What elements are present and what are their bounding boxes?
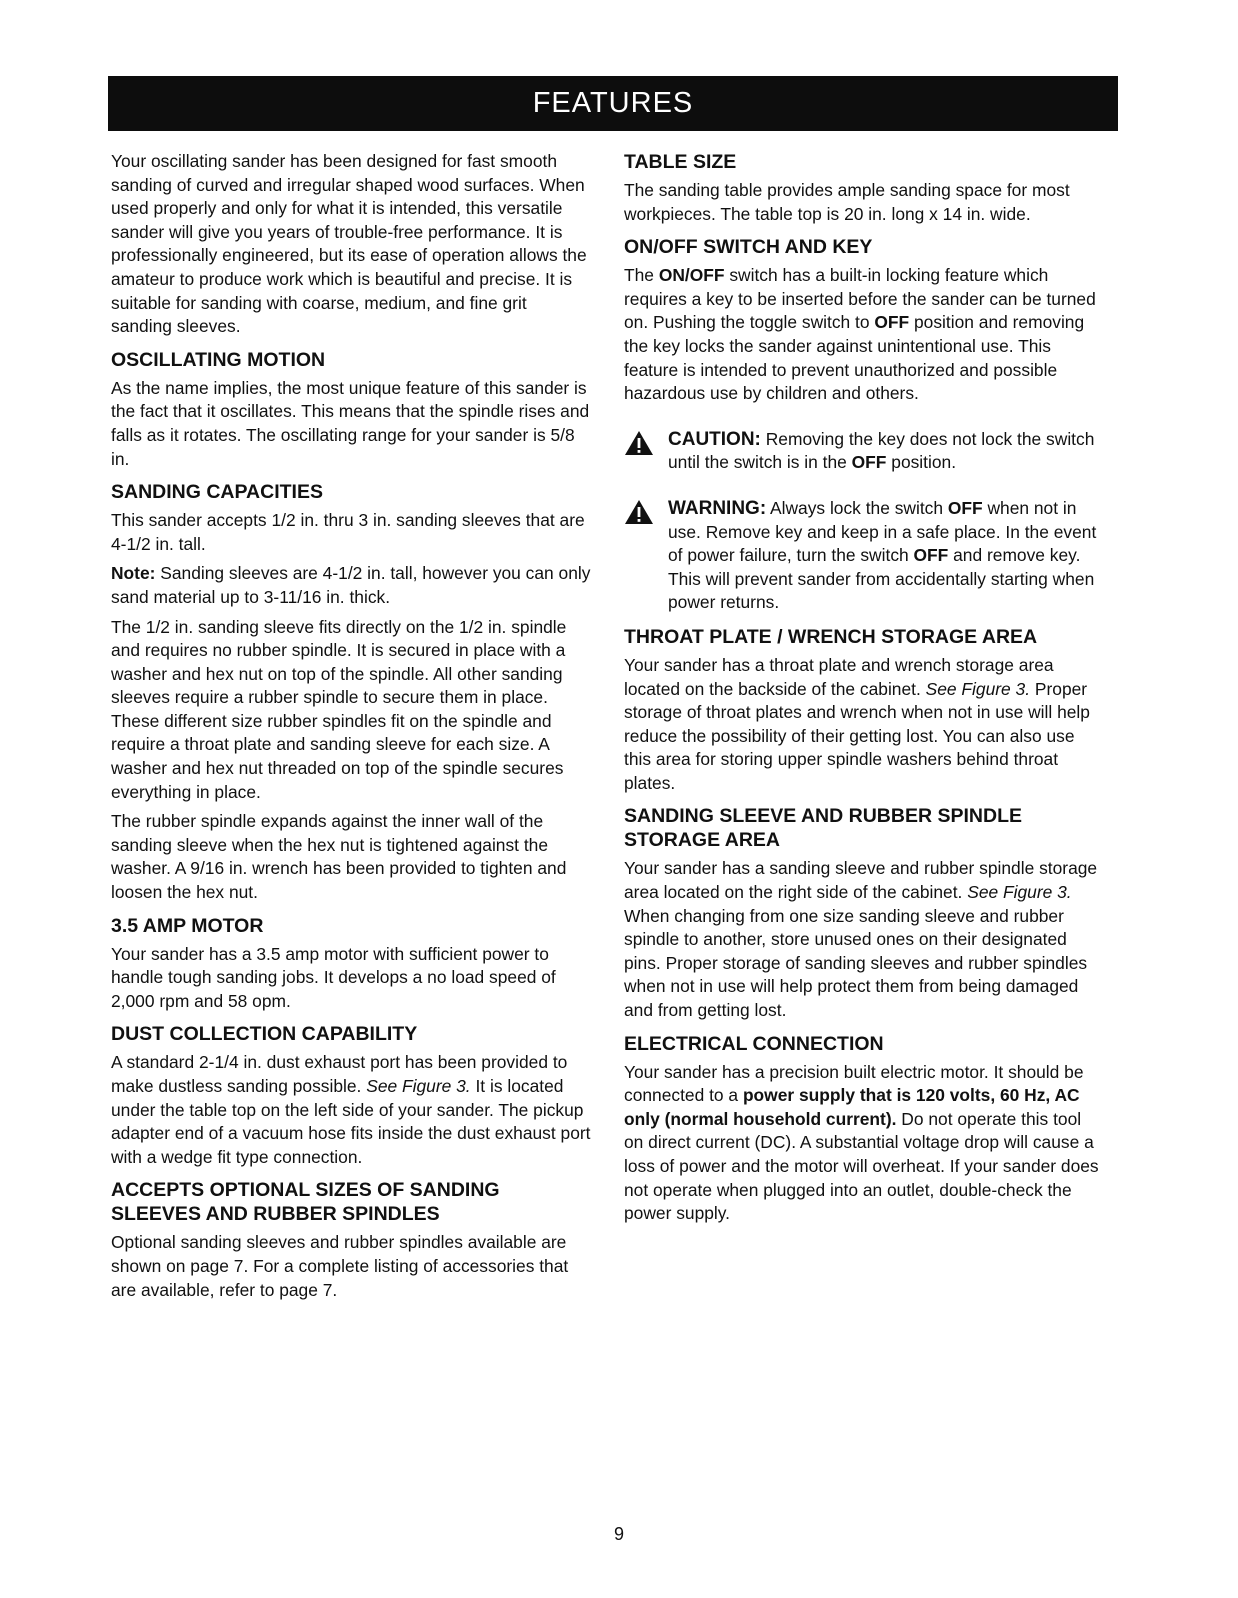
- note-text: Sanding sleeves are 4-1/2 in. tall, however you can only sand material up to 3-11/16 in. thick.: [111, 563, 591, 607]
- electrical-heading: ELECTRICAL CONNECTION: [624, 1032, 884, 1055]
- warning-triangle-icon: [624, 430, 654, 456]
- warning-label: WARNING:: [668, 497, 767, 519]
- throat-text-a: Your sander has a throat plate and wrench storage area located on the backside of the cabinet.: [624, 654, 1054, 699]
- switch-text-2: switch has a built-in locking feature which requires a key to be inserted before the sander can be turned on. Pushing the toggle switch to: [624, 265, 1096, 333]
- sleeve-text-b: When changing from one size sanding sleeve and rubber spindle to another, store unused ones on their designated pins. Proper storage of sanding sleeves and rubber spindles when not in use will help protect them from being damaged and from getting lost.: [624, 905, 1088, 1021]
- caution-off: OFF: [851, 452, 887, 473]
- sanding-capacities-heading: SANDING CAPACITIES: [111, 481, 323, 504]
- switch-text-3: position and removing the key locks the sander against unintentional use. This feature is intended to prevent unauthorized and possible hazardous use by children and others.: [624, 312, 1085, 404]
- right-column: [624, 150, 1104, 1232]
- motor-text: Your sander has a 3.5 amp motor with sufficient power to handle tough sanding jobs. It develops a no load speed of 2,000 rpm and 58 opm.: [111, 943, 556, 1011]
- oscillating-motion-heading: OSCILLATING MOTION: [111, 348, 326, 371]
- dust-collection-text: [111, 1051, 591, 1169]
- page-number: 9: [613, 1524, 624, 1544]
- warning-triangle-icon: [624, 499, 654, 525]
- optional-sizes-heading: ACCEPTS OPTIONAL SIZES OF SANDING SLEEVES AND RUBBER SPINDLES: [111, 1179, 500, 1226]
- oscillating-motion-text: As the name implies, the most unique feature of this sander is the fact that it oscillates. This means that the spindle rises and falls as it rotates. The oscillating range for your sander is 5/8 in.: [111, 377, 590, 469]
- sleeve-storage-heading: SANDING SLEEVE AND RUBBER SPINDLE STORAGE AREA: [624, 805, 1022, 852]
- sleeve-text-a: Your sander has a sanding sleeve and rubber spindle storage area located on the right side of the cabinet.: [624, 858, 1098, 903]
- warning-off-1: OFF: [947, 497, 983, 518]
- dust-figure-ref: See Figure 3.: [366, 1076, 471, 1096]
- warning-text-2: when not in use. Remove key and keep in a safe place. In the event of power failure, turn the switch: [668, 497, 1097, 566]
- caution-notice: [624, 428, 1104, 475]
- caution-text-2: position.: [886, 452, 957, 473]
- optional-sizes-text: Optional sanding sleeves and rubber spindles available are shown on page 7. For a complete listing of accessories that are available, refer to page 7.: [111, 1232, 569, 1300]
- table-size-text: The sanding table provides ample sanding space for most workpieces. The table top is 20 in. long x 14 in. wide.: [624, 180, 1070, 224]
- features-banner: [108, 76, 1118, 131]
- sanding-sleeve-text: The 1/2 in. sanding sleeve fits directly on the 1/2 in. spindle and requires no rubber spindle. It is secured in place with a washer and hex nut on top of the spindle. All other sanding sleeves require a rubber spindle to secure them in place. These different size rubber spindles fit on the spindle and require a throat plate and sanding sleeve for each size. A washer and hex nut threaded on top of the spindle secures everything in place.: [111, 616, 567, 802]
- throat-plate-text: [624, 654, 1104, 796]
- switch-off: OFF: [874, 312, 910, 333]
- caution-label: CAUTION:: [668, 428, 761, 450]
- motor-heading: 3.5 AMP MOTOR: [111, 914, 264, 937]
- note-label: Note:: [111, 563, 156, 584]
- switch-text-1: The: [624, 265, 659, 286]
- warning-notice: [624, 497, 1104, 615]
- switch-text: [624, 264, 1104, 406]
- elec-text-b: Do not operate this tool on direct current (DC). A substantial voltage drop will cause a loss of power and the motor will overheat. If your sander does not operate when plugged into an outlet, double-check the power supply.: [624, 1108, 1099, 1224]
- electrical-text: [624, 1061, 1104, 1226]
- sleeve-storage-text: [624, 857, 1104, 1022]
- dust-collection-heading: DUST COLLECTION CAPABILITY: [111, 1023, 418, 1046]
- warning-text-1: Always lock the switch: [766, 497, 948, 518]
- banner-title: FEATURES: [532, 87, 694, 119]
- switch-heading: ON/OFF SWITCH AND KEY: [624, 236, 873, 259]
- sanding-note: [111, 562, 591, 609]
- throat-plate-heading: THROAT PLATE / WRENCH STORAGE AREA: [624, 625, 1038, 648]
- switch-onoff: ON/OFF: [658, 265, 725, 286]
- warning-text-3: and remove key. This will prevent sander from accidentally starting when power returns.: [668, 545, 1095, 613]
- table-size-heading: TABLE SIZE: [624, 151, 737, 173]
- dust-text-b: It is located under the table top on the left side of your sander. The pickup adapter end of a vacuum hose fits inside the dust exhaust port with a wedge fit type connection.: [111, 1076, 591, 1167]
- elec-text-a: Your sander has a precision built electric motor. It should be connected to a: [624, 1061, 1084, 1106]
- rubber-spindle-text: The rubber spindle expands against the inner wall of the sanding sleeve when the hex nut is tightened against the washer. A 9/16 in. wrench has been provided to tighten and loosen the hex nut.: [111, 811, 567, 903]
- dust-text-a: A standard 2-1/4 in. dust exhaust port has been provided to make dustless sanding possible.: [111, 1052, 568, 1096]
- left-column: [111, 150, 591, 1308]
- elec-bold: power supply that is 120 volts, 60 Hz, AC only (normal household current).: [624, 1085, 1080, 1129]
- sleeve-figure-ref: See Figure 3.: [967, 882, 1072, 903]
- throat-text-b: Proper storage of throat plates and wrench when not in use will help reduce the possibility of their getting lost. You can also use this area for storing upper spindle washers behind throat plates.: [624, 678, 1090, 793]
- warning-off-2: OFF: [913, 545, 949, 566]
- sanding-capacities-text: This sander accepts 1/2 in. thru 3 in. sanding sleeves that are 4-1/2 in. tall.: [111, 510, 585, 554]
- intro-paragraph: Your oscillating sander has been designed for fast smooth sanding of curved and irregular shaped wood surfaces. When used properly and only for what it is intended, this versatile sander will give you years of trouble-free performance. It is professionally engineered, but its ease of operation allows the amateur to produce work which is beautiful and precise. It is suitable for sanding with coarse, medium, and fine grit sanding sleeves.: [111, 151, 587, 337]
- throat-figure-ref: See Figure 3.: [925, 678, 1031, 699]
- caution-text-1: Removing the key does not lock the switch until the switch is in the: [668, 428, 1095, 473]
